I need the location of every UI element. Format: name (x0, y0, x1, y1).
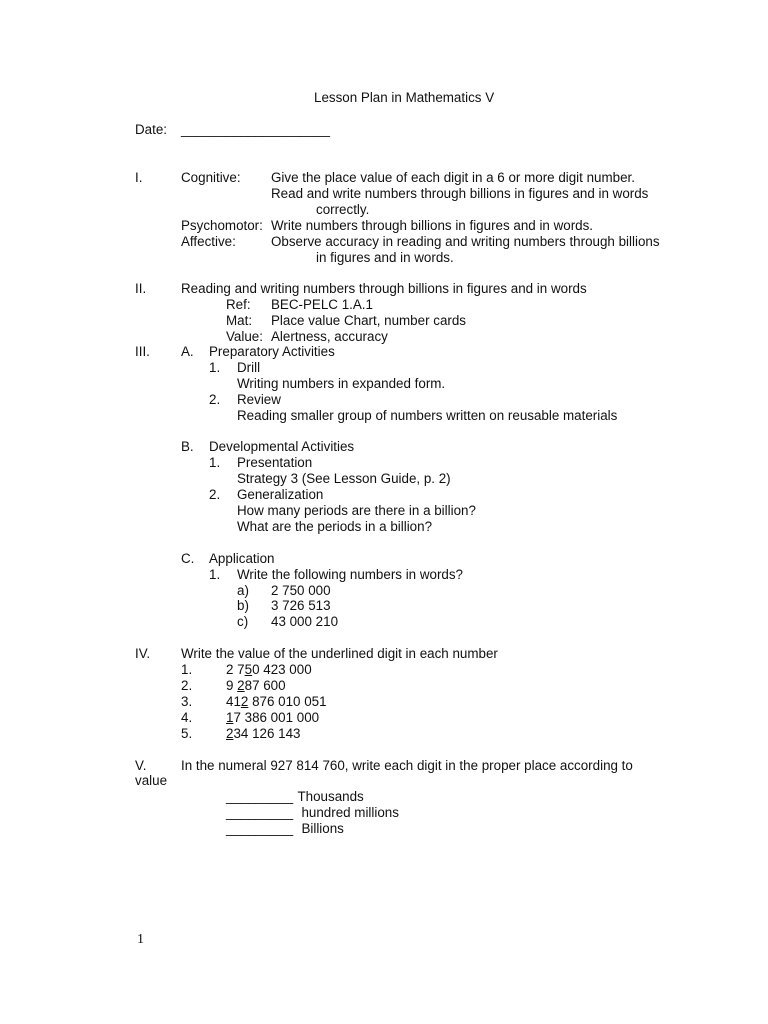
list-item-detail: What are the periods in a billion? (237, 519, 433, 534)
section-iii-a-letter: A. (181, 344, 194, 359)
section-iii-numeral: III. (135, 344, 150, 359)
value-value: Alertness, accuracy (271, 329, 388, 344)
number-part: 0 423 000 (252, 662, 312, 677)
list-item (226, 694, 327, 710)
list-item-num: 1. (209, 455, 221, 470)
list-item (226, 726, 300, 742)
psychomotor-label: Psychomotor: (181, 218, 263, 233)
section-iii-a-title: Preparatory Activities (209, 344, 335, 359)
underlined-digit: 2 (226, 726, 234, 741)
blank-label: hundred millions (294, 805, 399, 820)
cognitive-line-2: Read and write numbers through billions in figures and in words (271, 186, 649, 201)
list-item-detail: How many periods are there in a billion? (237, 503, 476, 518)
page-number: 1 (137, 932, 144, 947)
answer-blank: _________ (226, 789, 294, 804)
section-iii-c-letter: C. (181, 551, 195, 566)
number-part: 2 7 (226, 662, 245, 677)
list-item-num: 2. (209, 487, 221, 502)
list-item-num: 4. (181, 710, 193, 725)
number-part: 34 126 143 (233, 726, 301, 741)
section-iii-c-title: Application (209, 551, 275, 566)
list-item (226, 710, 319, 726)
mat-label: Mat: (226, 313, 253, 328)
sub-item-letter: a) (237, 583, 249, 598)
section-ii-text: Reading and writing numbers through billions in figures and in words (181, 281, 587, 296)
affective-line-2: in figures and in words. (316, 250, 454, 265)
underlined-digit: 2 (240, 694, 249, 709)
number-part: 876 010 051 (248, 694, 327, 709)
cognitive-label: Cognitive: (181, 170, 241, 185)
section-iv-numeral: IV. (135, 646, 151, 661)
answer-blank: _________ (226, 805, 294, 820)
list-item-num: 1. (181, 662, 193, 677)
list-item-title: Generalization (237, 487, 324, 502)
list-item-num: 2. (181, 678, 193, 693)
answer-blank: _________ (226, 821, 294, 836)
number-part: 87 600 (244, 678, 286, 693)
list-item-num: 2. (209, 392, 221, 407)
list-item-num: 3. (181, 694, 193, 709)
section-v-text: In the numeral 927 814 760, write each digit in the proper place according to (181, 758, 633, 773)
sub-item-value: 2 750 000 (271, 583, 331, 598)
section-v-text-cont: value (135, 773, 168, 788)
underlined-digit: 2 (237, 678, 245, 693)
list-item-detail: Writing numbers in expanded form. (237, 376, 446, 391)
sub-item-value: 43 000 210 (271, 614, 339, 629)
date-blank: ____________________ (181, 122, 330, 137)
list-item-num: 1. (209, 567, 221, 582)
page-title: Lesson Plan in Mathematics V (314, 90, 495, 105)
affective-line-1: Observe accuracy in reading and writing numbers through billions (271, 234, 660, 249)
list-item (226, 678, 286, 694)
list-item-detail: Strategy 3 (See Lesson Guide, p. 2) (237, 471, 451, 486)
list-item-title: Write the following numbers in words? (237, 567, 464, 582)
blank-label: Billions (294, 821, 344, 836)
list-item-num: 1. (209, 360, 221, 375)
underlined-digit: 5 (244, 662, 253, 677)
list-item-num: 5. (181, 726, 193, 741)
section-ii-numeral: II. (135, 281, 147, 296)
section-iii-b-letter: B. (181, 439, 194, 454)
sub-item-letter: b) (237, 598, 249, 613)
list-item (226, 662, 312, 678)
section-iii-b-title: Developmental Activities (209, 439, 355, 454)
list-item-title: Drill (237, 360, 261, 375)
list-item-detail: Reading smaller group of numbers written on reusable materials (237, 408, 618, 423)
affective-label: Affective: (181, 234, 236, 249)
cognitive-line-1: Give the place value of each digit in a 6 or more digit number. (271, 170, 635, 185)
sub-item-letter: c) (237, 614, 249, 629)
list-item-title: Presentation (237, 455, 313, 470)
list-item-title: Review (237, 392, 281, 407)
section-iv-text: Write the value of the underlined digit in each number (181, 646, 498, 661)
blank-label: Thousands (294, 789, 364, 804)
number-part: 7 386 001 000 (233, 710, 320, 725)
psychomotor-text: Write numbers through billions in figures and in words. (271, 218, 594, 233)
mat-value: Place value Chart, number cards (271, 313, 467, 328)
sub-item-value: 3 726 513 (271, 598, 331, 613)
cognitive-line-3: correctly. (316, 202, 370, 217)
section-v-numeral: V. (135, 758, 147, 773)
ref-label: Ref: (226, 297, 251, 312)
section-i-numeral: I. (135, 170, 143, 185)
date-label: Date: (135, 122, 168, 137)
number-part: 41 (226, 694, 241, 709)
number-part: 9 (226, 678, 238, 693)
value-label: Value: (226, 329, 263, 344)
ref-value: BEC-PELC 1.A.1 (271, 297, 373, 312)
underlined-digit: 1 (226, 710, 234, 725)
